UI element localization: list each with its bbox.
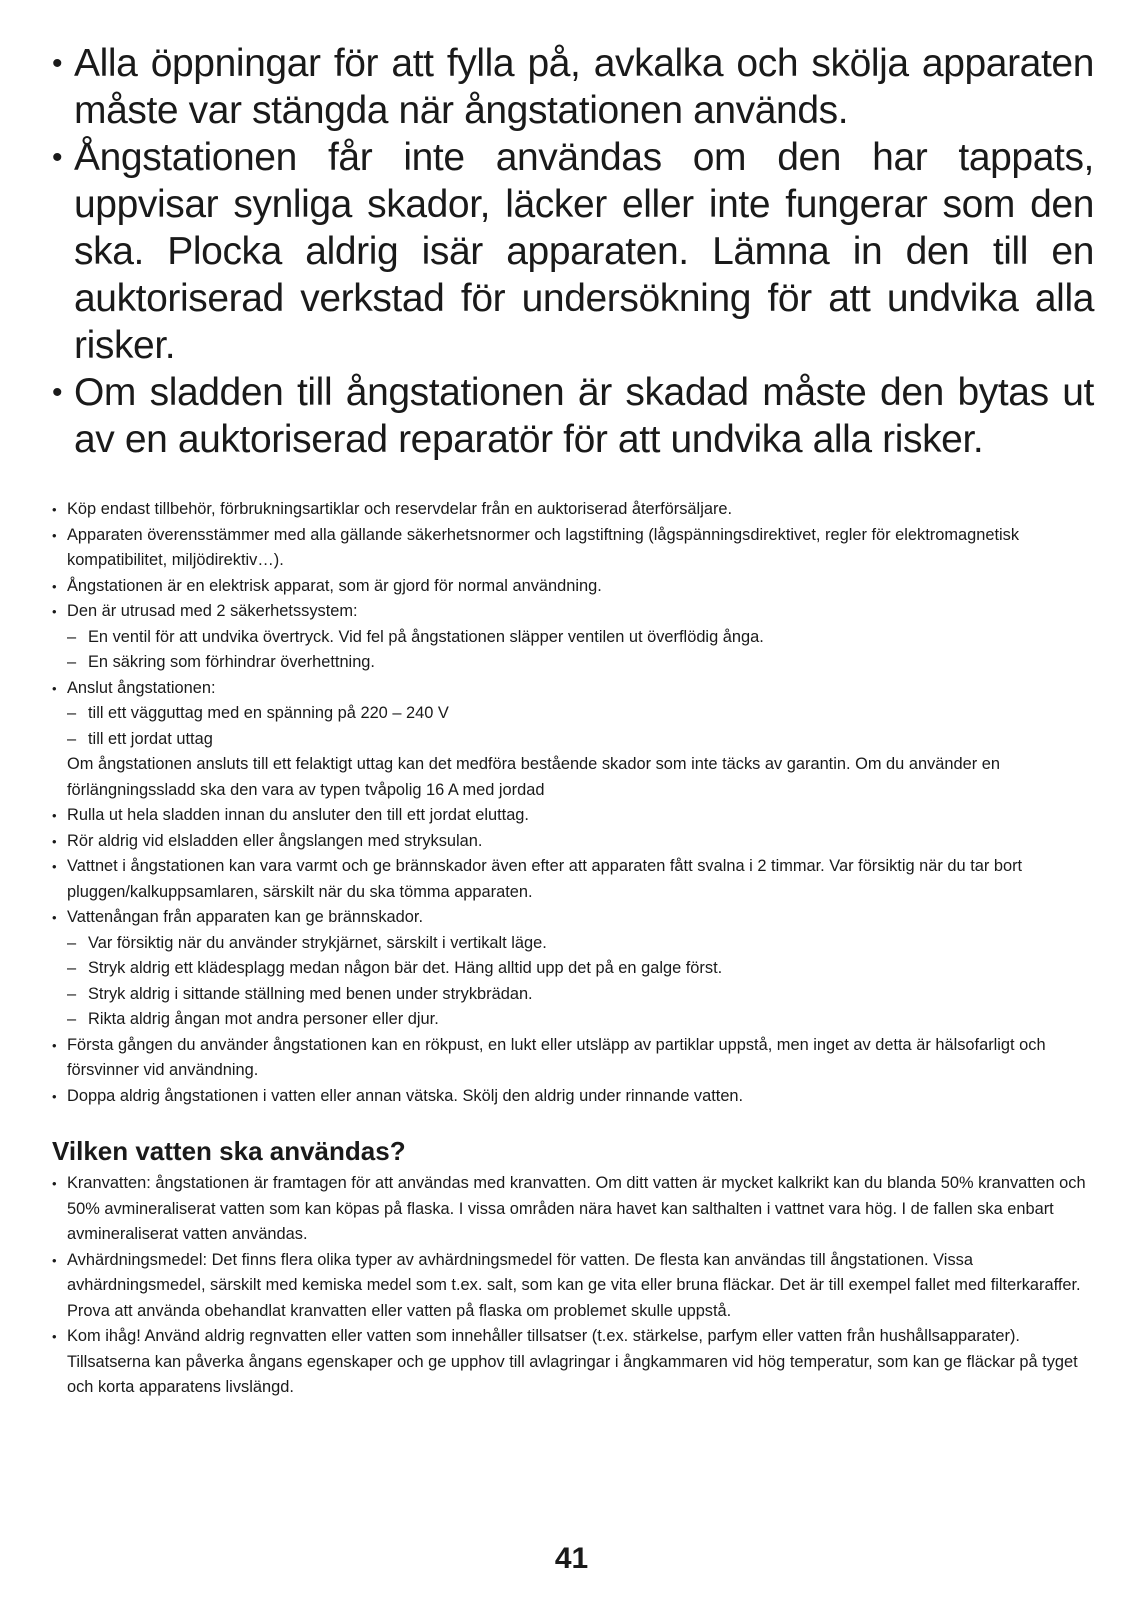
- sub-list-item: [52, 625, 1094, 651]
- bullet-icon: •: [52, 1037, 57, 1053]
- list-item-text: Ångstationen är en elektrisk apparat, som är gjord för normal användning.: [67, 576, 602, 595]
- large-warning-text: Alla öppningar för att fylla på, avkalka och skölja apparaten måste var stängda när ångstationen används.: [74, 42, 1094, 132]
- large-warning-text: Ångstationen får inte användas om den har tappats, uppvisar synliga skador, läcker eller inte fungerar som den ska. Plocka aldrig isär apparaten. Lämna in den till en auktoriserad verkstad för undersökning för att undvika alla risker.: [74, 136, 1094, 367]
- list-item-text: Den är utrusad med 2 säkerhetssystem:: [67, 602, 358, 620]
- list-item: [52, 905, 1094, 931]
- dash-icon: –: [67, 627, 77, 646]
- list-item-text: Doppa aldrig ångstationen i vatten eller annan vätska. Skölj den aldrig under rinnande vatten.: [67, 1086, 744, 1105]
- bullet-icon: •: [52, 578, 57, 594]
- bullet-icon: •: [52, 1329, 57, 1344]
- bullet-icon: •: [52, 502, 57, 517]
- large-warning-text: Om sladden till ångstationen är skadad måste den bytas ut av en auktoriserad reparatör för att undvika alla risker.: [74, 371, 1094, 461]
- list-item-text: Vattenångan från apparaten kan ge brännskador.: [67, 908, 424, 926]
- large-warning-item: [52, 40, 1094, 134]
- list-item: [52, 676, 1094, 702]
- list-item-text: Apparaten överensstämmer med alla gällande säkerhetsnormer och lagstiftning (lågspänningsdirektivet, regler för elektromagnetisk kompatibilitet, miljödirektiv…).: [67, 525, 1020, 569]
- dash-icon: –: [67, 959, 77, 977]
- bullet-icon: •: [52, 1176, 57, 1191]
- outlet-note: Om ångstationen ansluts till ett felaktigt uttag kan det medföra bestående skador som inte täcks av garantin. Om du använder en förlängningssladd ska den vara av typen tvåpolig 16 A med jordad: [67, 755, 1000, 799]
- list-item: [52, 854, 1094, 905]
- list-item: [52, 1033, 1094, 1084]
- dash-icon: –: [67, 984, 77, 1003]
- bullet-icon: •: [52, 910, 57, 925]
- list-item-text: Rör aldrig vid elsladden eller ångslangen med stryksulan.: [67, 831, 483, 850]
- sub-item-text: En säkring som förhindrar överhettning.: [88, 653, 375, 671]
- sub-item-text: Stryk aldrig i sittande ställning med benen under strykbrädan.: [88, 984, 533, 1003]
- bullet-icon: •: [52, 859, 57, 874]
- sub-list-item: [52, 1007, 1094, 1033]
- bullet-icon: •: [52, 141, 63, 174]
- dash-icon: –: [67, 653, 77, 671]
- bullet-icon: •: [52, 376, 63, 409]
- dash-icon: –: [67, 729, 77, 748]
- sub-list-item: [52, 701, 1094, 727]
- sub-list-item: [52, 982, 1094, 1008]
- list-item: [52, 574, 1094, 600]
- list-item: [52, 523, 1094, 574]
- sub-item-text: Rikta aldrig ångan mot andra personer eller djur.: [88, 1010, 439, 1028]
- bullet-icon: •: [52, 808, 57, 823]
- dash-icon: –: [67, 933, 77, 952]
- list-item: [52, 1324, 1094, 1401]
- list-item-text: Kranvatten: ångstationen är framtagen för att användas med kranvatten. Om ditt vatten är mycket kalkrikt kan du blanda 50% kranvatten och 50% avmineraliserat vatten som kan köpas på flaska. I vissa områden nära havet kan salthalten i vattnet vara hög. I de fallen ska enbart avmineraliserat vatten användas.: [67, 1174, 1086, 1243]
- large-warning-list: [52, 40, 1094, 463]
- sub-item-text: Var försiktig när du använder strykjärnet, särskilt i vertikalt läge.: [88, 933, 547, 952]
- list-item-text: Avhärdningsmedel: Det finns flera olika typer av avhärdningsmedel för vatten. De flesta kan användas till ångstationen. Vissa avhärdningsmedel, särskilt med kemiska medel som t.ex. salt, som kan ge vita eller bruna fläckar. Det är till exempel fallet med filterkaraffer. Prova att använda obehandlat kranvatten eller vatten på flaska om problemet skulle uppstå.: [67, 1250, 1081, 1320]
- list-item: [52, 829, 1094, 855]
- sub-item-text: Stryk aldrig ett klädesplagg medan någon bär det. Häng alltid upp det på en galge först.: [88, 959, 723, 977]
- list-item-text: Rulla ut hela sladden innan du ansluter den till ett jordat eluttag.: [67, 806, 529, 824]
- page-number: 41: [554, 1542, 589, 1575]
- list-item: [52, 1171, 1094, 1248]
- list-item: [52, 1248, 1094, 1325]
- sub-item-text: En ventil för att undvika övertryck. Vid fel på ångstationen släpper ventilen ut överflödig ånga.: [88, 627, 764, 646]
- large-warning-item: [52, 134, 1094, 369]
- dash-icon: –: [67, 1010, 77, 1028]
- bullet-icon: •: [52, 1088, 57, 1104]
- section-heading: Vilken vatten ska användas?: [52, 1136, 406, 1166]
- list-item-text: Anslut ångstationen:: [67, 678, 216, 697]
- bullet-icon: •: [52, 680, 57, 696]
- list-item: [52, 803, 1094, 829]
- list-item-text: Första gången du använder ångstationen kan en rökpust, en lukt eller utsläpp av partiklar uppstå, men inget av detta är hälsofarligt och försvinner vid användning.: [67, 1035, 1046, 1079]
- bullet-icon: •: [52, 47, 63, 80]
- dash-icon: –: [67, 704, 77, 722]
- bullet-icon: •: [52, 1252, 57, 1268]
- list-item-text: Köp endast tillbehör, förbrukningsartiklar och reservdelar från en auktoriserad återförsäljare.: [67, 500, 733, 518]
- water-list: [52, 1171, 1094, 1401]
- sub-item-text: till ett jordat uttag: [88, 729, 213, 748]
- page-content: [52, 40, 1094, 1401]
- sub-list-item: [52, 650, 1094, 676]
- large-warning-item: [52, 369, 1094, 463]
- sub-list-item: [52, 931, 1094, 957]
- list-item: [52, 1084, 1094, 1110]
- bullet-icon: •: [52, 527, 57, 543]
- bullet-icon: •: [52, 833, 57, 849]
- sub-item-text: till ett vägguttag med en spänning på 220 – 240 V: [88, 704, 449, 722]
- bullet-icon: •: [52, 604, 57, 619]
- list-item: [52, 599, 1094, 625]
- sub-list-item: [52, 727, 1094, 753]
- safety-list: [52, 497, 1094, 1109]
- list-item-text: Vattnet i ångstationen kan vara varmt och ge brännskador även efter att apparaten fått svalna i 2 timmar. Var försiktig när du tar bort pluggen/kalkuppsamlaren, särskilt när du ska tömma apparaten.: [67, 857, 1023, 901]
- list-item: [52, 497, 1094, 523]
- list-item-text: Kom ihåg! Använd aldrig regnvatten eller vatten som innehåller tillsatser (t.ex. stärkelse, parfym eller vatten från hushållsapparater). Tillsatserna kan påverka ångans egenskaper och ge upphov till avlagringar i ångkammaren vid hög temperatur, som kan ge fläckar på tyget och korta apparatens livslängd.: [67, 1327, 1078, 1396]
- sub-list-item: [52, 956, 1094, 982]
